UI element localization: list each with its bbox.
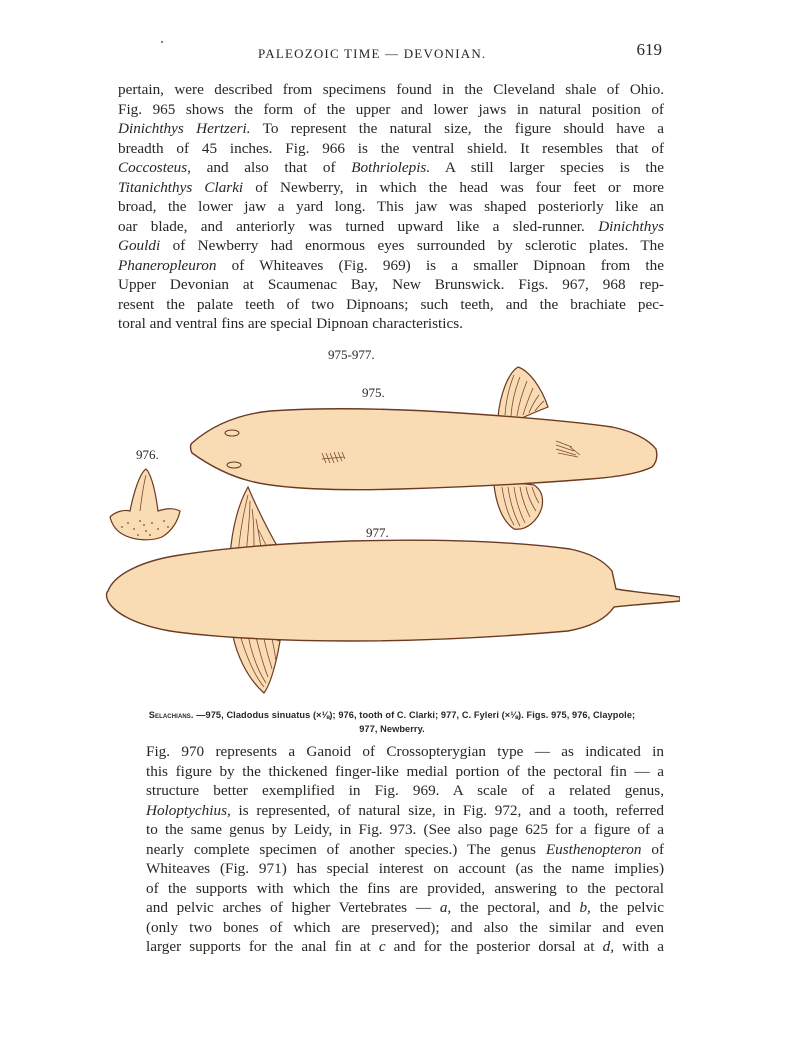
text-line	[118, 762, 664, 782]
figure-label-975: 975.	[362, 385, 385, 400]
italic-term: a,	[439, 899, 452, 916]
italic-term: Phaneropleuron	[118, 256, 217, 274]
text-run: structure better exemplified in Fig. 969. A scale of a related genus,	[146, 782, 664, 799]
italic-term: Titanichthys Clarki	[118, 178, 244, 196]
text-run: of Newberry, in which the head was four feet or more	[243, 178, 664, 196]
text-run: (only two bones of which are preserved); and also the similar and even	[146, 918, 664, 936]
shark-975-drawing	[191, 367, 657, 529]
text-run: pertain, were described from specimens found in the Cleveland shale of Ohio.	[118, 81, 664, 98]
text-run: this figure by the thickened finger-like medial portion of the pectoral fin — a	[146, 762, 664, 780]
text-line	[118, 100, 664, 120]
text-line	[118, 178, 664, 198]
text-line	[118, 879, 664, 899]
text-run: resent the palate teeth of two Dipnoans; such teeth, and the brachiate pec-	[118, 295, 664, 313]
text-line	[118, 937, 664, 957]
text-line	[118, 898, 664, 918]
figure-label-977: 977.	[366, 525, 389, 540]
paragraph-bottom	[118, 742, 664, 957]
italic-term: c	[378, 938, 386, 955]
caption-line-2: 977, Newberry.	[359, 724, 425, 734]
text-run: with a	[614, 938, 664, 955]
page-header	[118, 40, 662, 66]
figure-label-976: 976.	[136, 447, 159, 462]
text-run: of	[641, 840, 665, 858]
text-run: Whiteaves (Fig. 971) has special interest on account (as the name implies)	[146, 860, 664, 877]
text-run: Fig. 965 shows the form of the upper and lower jaws in natural position of	[118, 100, 664, 118]
text-run: toral and ventral fins are special Dipnoan characteristics.	[118, 315, 463, 332]
text-run: of Whiteaves (Fig. 969) is a smaller Dipnoan from the	[216, 256, 664, 274]
text-line	[118, 217, 664, 237]
running-head: PALEOZOIC TIME — DEVONIAN.	[258, 46, 487, 61]
text-line	[118, 236, 664, 256]
text-line	[118, 139, 664, 159]
italic-term: Bothriolepis.	[351, 159, 431, 176]
text-line	[118, 80, 664, 100]
text-line	[118, 801, 664, 821]
text-line	[118, 840, 664, 860]
text-run: the pectoral, and	[451, 899, 580, 916]
shark-977-drawing	[107, 487, 681, 693]
italic-term: Gouldi	[118, 237, 161, 254]
italic-term: Dinichthys Hertzeri.	[118, 120, 251, 137]
text-line	[118, 197, 664, 217]
text-run: To represent the natural size, the figure should have a	[250, 120, 664, 137]
text-line	[118, 859, 664, 879]
text-run: A still larger species is the	[430, 159, 664, 176]
text-run: and for the posterior dorsal at	[385, 938, 603, 955]
page-number: 619	[636, 40, 662, 59]
text-run: is represented, of natural size, in Fig. 972, and a tooth, referred	[230, 801, 664, 819]
text-line	[118, 119, 664, 139]
text-run: Fig. 970 represents a Ganoid of Crossopterygian type — as indicated in	[146, 743, 664, 760]
figure-caption	[100, 708, 684, 736]
text-run: oar blade, and anteriorly was turned upward like a sled-runner.	[118, 217, 599, 235]
text-line	[118, 275, 664, 295]
text-line	[118, 256, 664, 276]
text-run: to the same genus by Leidy, in Fig. 973. (See also page 625 for a figure of a	[146, 821, 664, 838]
text-run: larger supports for the anal fin at	[146, 938, 379, 955]
text-line	[118, 158, 664, 178]
text-run: of the supports with which the fins are provided, answering to the pectoral	[146, 879, 664, 897]
figure-975-977	[100, 345, 680, 705]
italic-term: Coccosteus,	[118, 159, 191, 176]
text-line	[118, 314, 664, 334]
caption-line-1: —975, Cladodus sinuatus (×⅛); 976, tooth of C. Clarki; 977, C. Fyleri (×⅛). Figs. 975, 976, Claypole;	[193, 710, 636, 720]
text-run: broad, the lower jaw a yard long. This jaw was shaped posteriorly like an	[118, 198, 664, 215]
text-run: Upper Devonian at Scaumenac Bay, New Brunswick. Figs. 967, 968 rep-	[118, 276, 664, 293]
tooth-976-drawing	[110, 469, 180, 540]
text-run: and also that of	[190, 159, 352, 176]
text-line	[118, 918, 664, 938]
text-line	[118, 820, 664, 840]
italic-term: Dinichthys	[598, 217, 664, 235]
italic-term: Holoptychius,	[146, 801, 231, 819]
text-run: of Newberry had enormous eyes surrounded by sclerotic plates. The	[160, 237, 664, 254]
shark-illustrations	[100, 345, 680, 705]
italic-term: d,	[602, 938, 615, 955]
text-run: the pelvic	[590, 899, 665, 916]
text-line	[118, 742, 664, 762]
text-line	[118, 295, 664, 315]
paragraph-top	[118, 80, 664, 334]
text-run: nearly complete specimen of another species.) The genus	[146, 840, 546, 858]
text-run: and pelvic arches of higher Vertebrates —	[146, 899, 440, 916]
italic-term: Eusthenopteron	[545, 840, 642, 858]
italic-term: b,	[579, 899, 591, 916]
text-line	[118, 781, 664, 801]
text-run: breadth of 45 inches. Fig. 966 is the ventral shield. It resembles that of	[118, 139, 664, 157]
figure-group-label: 975-977.	[328, 347, 375, 362]
caption-lead: Selachians.	[148, 710, 194, 720]
